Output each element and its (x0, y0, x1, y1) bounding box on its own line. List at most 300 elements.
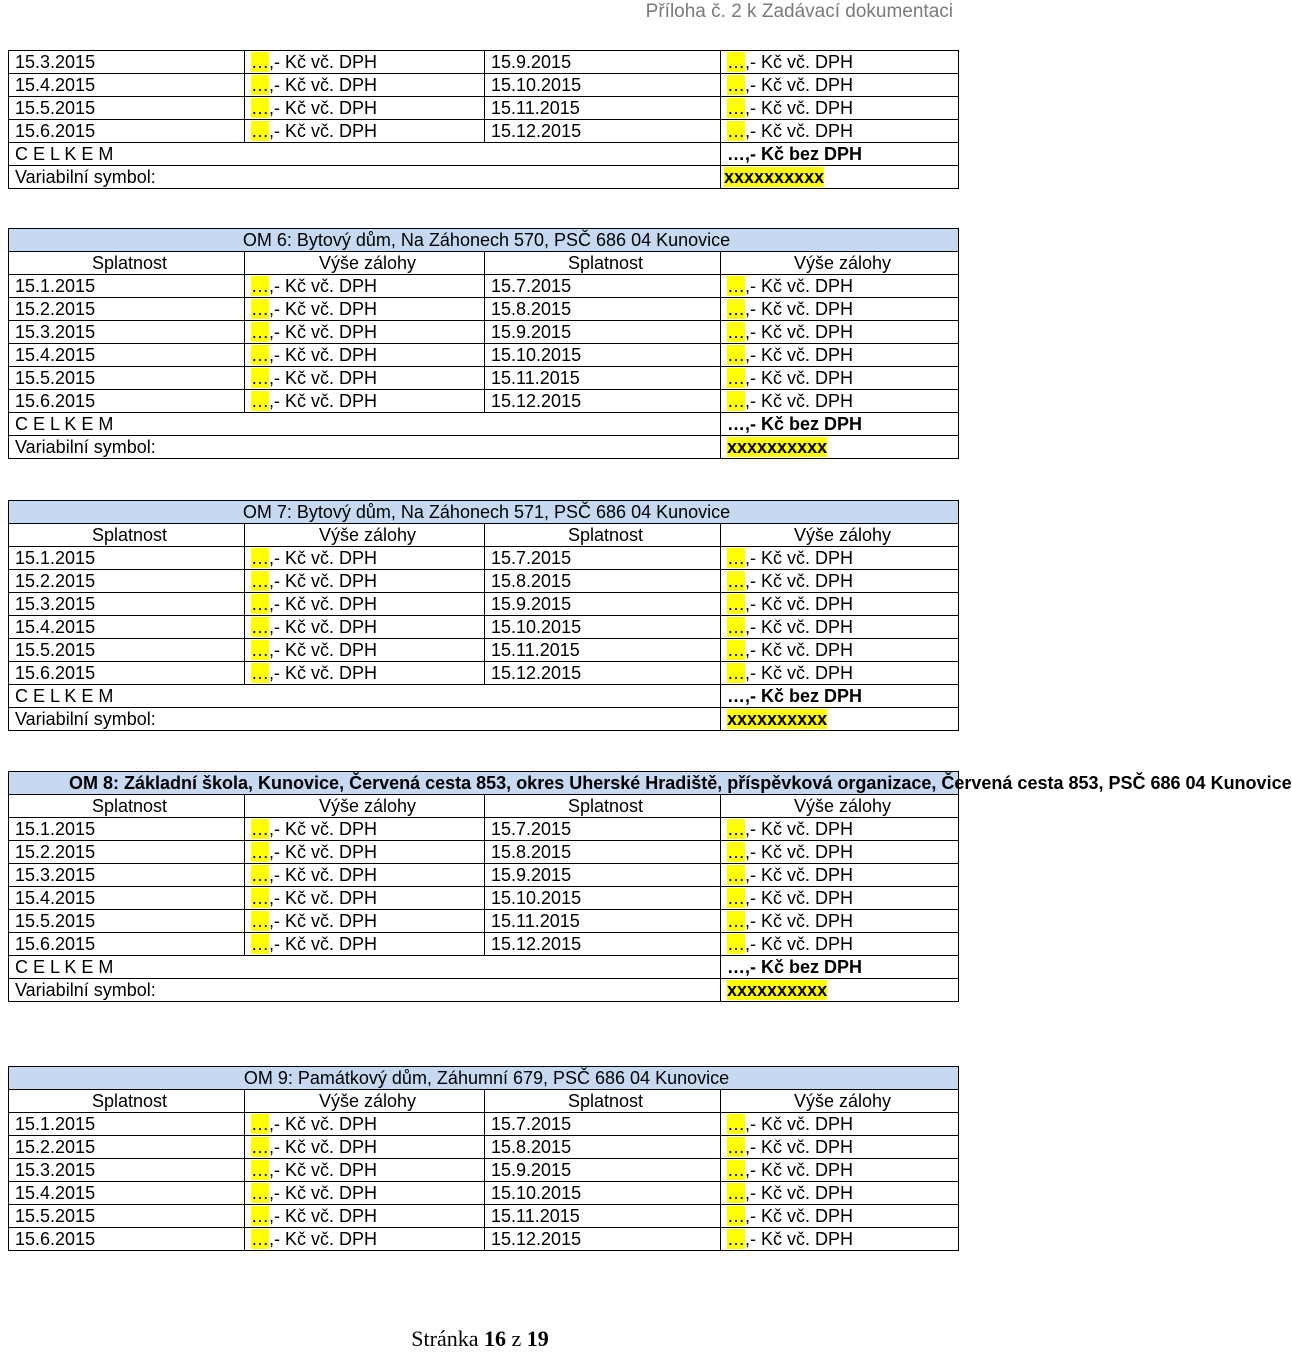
amount-placeholder: … (251, 1229, 269, 1249)
col-splatnost: Splatnost (485, 252, 721, 275)
due-date: 15.4.2015 (9, 344, 245, 367)
advance-amount (245, 818, 485, 841)
payment-row (9, 321, 959, 344)
due-date: 15.1.2015 (9, 1113, 245, 1136)
due-date: 15.9.2015 (485, 321, 721, 344)
due-date: 15.8.2015 (485, 298, 721, 321)
amount-placeholder: … (251, 640, 269, 660)
amount-placeholder: … (251, 276, 269, 296)
payment-row (9, 390, 959, 413)
col-splatnost: Splatnost (9, 795, 245, 818)
advance-amount (245, 344, 485, 367)
vs-label: Variabilní symbol: (9, 708, 721, 731)
table-title-row (9, 1067, 959, 1090)
advance-amount (245, 120, 485, 143)
total-label: C E L K E M (9, 143, 721, 166)
due-date: 15.3.2015 (9, 321, 245, 344)
col-splatnost: Splatnost (9, 252, 245, 275)
amount-placeholder: … (251, 911, 269, 931)
table-body (9, 1113, 959, 1251)
advance-amount (245, 1113, 485, 1136)
amount-text: ,- Kč vč. DPH (269, 98, 378, 118)
advance-amount (721, 1113, 959, 1136)
col-vyse: Výše zálohy (721, 795, 959, 818)
amount-text: ,- Kč vč. DPH (745, 368, 854, 388)
advance-amount (245, 97, 485, 120)
advance-amount (721, 1159, 959, 1182)
amount-text: ,- Kč vč. DPH (269, 1114, 378, 1134)
om6-table (8, 228, 959, 459)
amount-text: ,- Kč vč. DPH (269, 663, 378, 683)
amount-text: ,- Kč vč. DPH (269, 888, 378, 908)
column-header-row (9, 524, 959, 547)
col-splatnost: Splatnost (485, 524, 721, 547)
table-title: OM 9: Památkový dům, Záhumní 679, PSČ 686 04 Kunovice (9, 1067, 959, 1090)
amount-placeholder: … (727, 1160, 745, 1180)
amount-placeholder: … (251, 1160, 269, 1180)
col-vyse: Výše zálohy (245, 252, 485, 275)
col-vyse: Výše zálohy (721, 252, 959, 275)
payment-row (9, 275, 959, 298)
amount-text: ,- Kč vč. DPH (745, 1160, 854, 1180)
payment-row (9, 97, 959, 120)
amount-placeholder: … (727, 75, 745, 95)
amount-placeholder: … (727, 888, 745, 908)
amount-text: ,- Kč vč. DPH (745, 640, 854, 660)
total-label: C E L K E M (9, 413, 721, 436)
due-date: 15.9.2015 (485, 1159, 721, 1182)
amount-placeholder: … (727, 1114, 745, 1134)
total-label: C E L K E M (9, 956, 721, 979)
payment-row (9, 616, 959, 639)
advance-amount (721, 1228, 959, 1251)
amount-text: ,- Kč vč. DPH (269, 276, 378, 296)
advance-amount (245, 1228, 485, 1251)
amount-text: ,- Kč vč. DPH (269, 865, 378, 885)
amount-text: ,- Kč vč. DPH (269, 1229, 378, 1249)
advance-amount (245, 887, 485, 910)
due-date: 15.5.2015 (9, 367, 245, 390)
advance-amount (721, 910, 959, 933)
amount-text: ,- Kč vč. DPH (745, 617, 854, 637)
footer-sep: z (511, 1326, 522, 1351)
amount-placeholder: … (727, 391, 745, 411)
advance-amount (245, 910, 485, 933)
amount-text: ,- Kč vč. DPH (269, 1160, 378, 1180)
om9-table (8, 1066, 959, 1251)
amount-text: ,- Kč vč. DPH (745, 98, 854, 118)
advance-amount (721, 298, 959, 321)
advance-amount (721, 570, 959, 593)
amount-placeholder: … (727, 548, 745, 568)
table-title: OM 7: Bytový dům, Na Záhonech 571, PSČ 686 04 Kunovice (9, 501, 959, 524)
due-date: 15.5.2015 (9, 910, 245, 933)
amount-placeholder: … (251, 663, 269, 683)
due-date: 15.6.2015 (9, 1228, 245, 1251)
amount-placeholder: … (251, 819, 269, 839)
amount-placeholder: … (251, 322, 269, 342)
payment-row (9, 1205, 959, 1228)
advance-amount (721, 367, 959, 390)
total-row (9, 413, 959, 436)
amount-text: ,- Kč vč. DPH (745, 75, 854, 95)
payment-row (9, 1159, 959, 1182)
amount-placeholder: … (251, 121, 269, 141)
column-header-row (9, 795, 959, 818)
due-date: 15.2.2015 (9, 570, 245, 593)
amount-placeholder: … (251, 888, 269, 908)
due-date: 15.11.2015 (485, 1205, 721, 1228)
advance-amount (245, 298, 485, 321)
vs-label: Variabilní symbol: (9, 979, 721, 1002)
col-vyse: Výše zálohy (245, 1090, 485, 1113)
due-date: 15.3.2015 (9, 51, 245, 74)
amount-text: ,- Kč vč. DPH (745, 934, 854, 954)
payment-row (9, 1182, 959, 1205)
payment-row (9, 818, 959, 841)
advance-amount (721, 275, 959, 298)
due-date: 15.12.2015 (485, 390, 721, 413)
table-body (9, 275, 959, 413)
payment-row (9, 864, 959, 887)
advance-amount (721, 1136, 959, 1159)
amount-text: ,- Kč vč. DPH (269, 594, 378, 614)
amount-text: ,- Kč vč. DPH (269, 1206, 378, 1226)
vs-value: xxxxxxxxxx (724, 167, 825, 187)
footer-page: 16 (483, 1326, 506, 1351)
amount-placeholder: … (727, 345, 745, 365)
payment-row (9, 910, 959, 933)
payment-row (9, 662, 959, 685)
advance-amount (721, 864, 959, 887)
amount-placeholder: … (251, 345, 269, 365)
om5-continuation-table (8, 50, 959, 189)
due-date: 15.5.2015 (9, 1205, 245, 1228)
table-body (9, 51, 959, 143)
due-date: 15.7.2015 (485, 818, 721, 841)
amount-text: ,- Kč vč. DPH (269, 52, 378, 72)
advance-amount (245, 570, 485, 593)
amount-text: ,- Kč vč. DPH (269, 299, 378, 319)
amount-text: ,- Kč vč. DPH (745, 888, 854, 908)
amount-text: ,- Kč vč. DPH (745, 52, 854, 72)
table-footer (9, 143, 959, 189)
vs-row (9, 166, 959, 189)
amount-placeholder: … (251, 617, 269, 637)
due-date: 15.12.2015 (485, 933, 721, 956)
amount-placeholder: … (251, 842, 269, 862)
amount-text: ,- Kč vč. DPH (269, 640, 378, 660)
amount-text: ,- Kč vč. DPH (269, 1183, 378, 1203)
amount-placeholder: … (727, 617, 745, 637)
total-row (9, 685, 959, 708)
amount-placeholder: … (727, 819, 745, 839)
due-date: 15.12.2015 (485, 1228, 721, 1251)
amount-placeholder: … (251, 98, 269, 118)
due-date: 15.10.2015 (485, 74, 721, 97)
amount-text: ,- Kč vč. DPH (269, 368, 378, 388)
amount-placeholder: … (727, 571, 745, 591)
page-footer (0, 1326, 960, 1352)
amount-text: ,- Kč vč. DPH (269, 571, 378, 591)
advance-amount (721, 120, 959, 143)
col-splatnost: Splatnost (9, 1090, 245, 1113)
vs-row (9, 979, 959, 1002)
due-date: 15.9.2015 (485, 864, 721, 887)
vs-value: xxxxxxxxxx (727, 437, 828, 457)
payment-row (9, 593, 959, 616)
due-date: 15.4.2015 (9, 887, 245, 910)
payment-row (9, 887, 959, 910)
vs-row (9, 708, 959, 731)
payment-row (9, 1113, 959, 1136)
amount-placeholder: … (251, 1206, 269, 1226)
due-date: 15.10.2015 (485, 1182, 721, 1205)
due-date: 15.1.2015 (9, 547, 245, 570)
advance-amount (721, 321, 959, 344)
advance-amount (245, 933, 485, 956)
advance-amount (721, 51, 959, 74)
amount-text: ,- Kč vč. DPH (745, 121, 854, 141)
amount-text: ,- Kč vč. DPH (745, 571, 854, 591)
vs-value: xxxxxxxxxx (727, 980, 828, 1000)
due-date: 15.4.2015 (9, 1182, 245, 1205)
amount-placeholder: … (251, 299, 269, 319)
payment-row (9, 51, 959, 74)
due-date: 15.7.2015 (485, 547, 721, 570)
due-date: 15.2.2015 (9, 298, 245, 321)
advance-amount (245, 321, 485, 344)
amount-placeholder: … (251, 594, 269, 614)
amount-placeholder: … (727, 368, 745, 388)
amount-text: ,- Kč vč. DPH (745, 1137, 854, 1157)
advance-amount (245, 593, 485, 616)
amount-placeholder: … (251, 52, 269, 72)
advance-amount (245, 367, 485, 390)
advance-amount (721, 818, 959, 841)
advance-amount (721, 344, 959, 367)
amount-placeholder: … (251, 1183, 269, 1203)
due-date: 15.8.2015 (485, 1136, 721, 1159)
amount-text: ,- Kč vč. DPH (269, 934, 378, 954)
amount-placeholder: … (251, 368, 269, 388)
advance-amount (245, 390, 485, 413)
advance-amount (721, 616, 959, 639)
payment-row (9, 367, 959, 390)
due-date: 15.6.2015 (9, 662, 245, 685)
advance-amount (245, 841, 485, 864)
amount-text: ,- Kč vč. DPH (745, 911, 854, 931)
vs-label: Variabilní symbol: (9, 436, 721, 459)
advance-amount (245, 1136, 485, 1159)
amount-text: ,- Kč vč. DPH (745, 1114, 854, 1134)
amount-text: ,- Kč vč. DPH (745, 1183, 854, 1203)
amount-text: ,- Kč vč. DPH (745, 322, 854, 342)
col-splatnost: Splatnost (485, 1090, 721, 1113)
table-title-row (9, 501, 959, 524)
total-value: …,- Kč bez DPH (721, 685, 959, 708)
col-splatnost: Splatnost (9, 524, 245, 547)
payment-row (9, 841, 959, 864)
om8-table (8, 771, 1292, 1002)
due-date: 15.12.2015 (485, 662, 721, 685)
advance-amount (245, 547, 485, 570)
amount-text: ,- Kč vč. DPH (269, 819, 378, 839)
amount-placeholder: … (251, 1137, 269, 1157)
table-title-row (9, 229, 959, 252)
footer-total: 19 (526, 1326, 549, 1351)
amount-text: ,- Kč vč. DPH (745, 345, 854, 365)
amount-text: ,- Kč vč. DPH (269, 322, 378, 342)
col-vyse: Výše zálohy (245, 795, 485, 818)
amount-text: ,- Kč vč. DPH (745, 1206, 854, 1226)
payment-row (9, 933, 959, 956)
amount-text: ,- Kč vč. DPH (745, 548, 854, 568)
amount-placeholder: … (251, 1114, 269, 1134)
advance-amount (721, 74, 959, 97)
amount-text: ,- Kč vč. DPH (745, 842, 854, 862)
om7-table (8, 500, 959, 731)
amount-placeholder: … (727, 1137, 745, 1157)
amount-text: ,- Kč vč. DPH (269, 121, 378, 141)
amount-placeholder: … (251, 391, 269, 411)
advance-amount (245, 51, 485, 74)
amount-placeholder: … (727, 865, 745, 885)
amount-placeholder: … (727, 663, 745, 683)
advance-amount (721, 593, 959, 616)
table-title: OM 6: Bytový dům, Na Záhonech 570, PSČ 686 04 Kunovice (9, 229, 959, 252)
advance-amount (245, 74, 485, 97)
amount-placeholder: … (727, 934, 745, 954)
advance-amount (245, 1182, 485, 1205)
table-body (9, 547, 959, 685)
advance-amount (721, 662, 959, 685)
total-value: …,- Kč bez DPH (721, 413, 959, 436)
amount-text: ,- Kč vč. DPH (745, 819, 854, 839)
amount-text: ,- Kč vč. DPH (745, 594, 854, 614)
amount-placeholder: … (251, 934, 269, 954)
due-date: 15.8.2015 (485, 570, 721, 593)
due-date: 15.7.2015 (485, 275, 721, 298)
amount-text: ,- Kč vč. DPH (269, 548, 378, 568)
amount-placeholder: … (727, 594, 745, 614)
total-row (9, 143, 959, 166)
total-value: …,- Kč bez DPH (721, 956, 959, 979)
advance-amount (721, 933, 959, 956)
advance-amount (245, 275, 485, 298)
due-date: 15.8.2015 (485, 841, 721, 864)
col-vyse: Výše zálohy (245, 524, 485, 547)
advance-amount (245, 1205, 485, 1228)
table-title: OM 8: Základní škola, Kunovice, Červená cesta 853, okres Uherské Hradiště, příspěvková organizace, Červená cesta 853, PSČ 686 04 Kunovice (9, 772, 959, 795)
due-date: 15.10.2015 (485, 344, 721, 367)
advance-amount (245, 1159, 485, 1182)
col-splatnost: Splatnost (485, 795, 721, 818)
vs-row (9, 436, 959, 459)
amount-placeholder: … (727, 1183, 745, 1203)
amount-text: ,- Kč vč. DPH (269, 1137, 378, 1157)
amount-text: ,- Kč vč. DPH (269, 911, 378, 931)
advance-amount (721, 1182, 959, 1205)
advance-amount (721, 639, 959, 662)
due-date: 15.6.2015 (9, 933, 245, 956)
amount-placeholder: … (727, 911, 745, 931)
advance-amount (721, 390, 959, 413)
due-date: 15.3.2015 (9, 864, 245, 887)
amount-placeholder: … (727, 299, 745, 319)
due-date: 15.9.2015 (485, 51, 721, 74)
total-row (9, 956, 959, 979)
amount-placeholder: … (727, 842, 745, 862)
due-date: 15.5.2015 (9, 639, 245, 662)
advance-amount (721, 97, 959, 120)
page-header-note: Příloha č. 2 k Zadávací dokumentaci (645, 1, 953, 22)
due-date: 15.9.2015 (485, 593, 721, 616)
amount-text: ,- Kč vč. DPH (745, 865, 854, 885)
amount-placeholder: … (727, 1229, 745, 1249)
amount-text: ,- Kč vč. DPH (269, 75, 378, 95)
amount-placeholder: … (251, 571, 269, 591)
due-date: 15.12.2015 (485, 120, 721, 143)
table-title-row (9, 772, 959, 795)
payment-row (9, 547, 959, 570)
advance-amount (721, 547, 959, 570)
due-date: 15.10.2015 (485, 616, 721, 639)
advance-amount (245, 662, 485, 685)
due-date: 15.6.2015 (9, 390, 245, 413)
amount-placeholder: … (727, 98, 745, 118)
payment-row (9, 120, 959, 143)
vs-label: Variabilní symbol: (9, 166, 721, 189)
due-date: 15.5.2015 (9, 97, 245, 120)
amount-text: ,- Kč vč. DPH (745, 391, 854, 411)
due-date: 15.1.2015 (9, 275, 245, 298)
column-header-row (9, 252, 959, 275)
amount-placeholder: … (727, 1206, 745, 1226)
column-header-row (9, 1090, 959, 1113)
advance-amount (721, 1205, 959, 1228)
advance-amount (721, 841, 959, 864)
advance-amount (721, 887, 959, 910)
due-date: 15.11.2015 (485, 910, 721, 933)
payment-row (9, 74, 959, 97)
vs-value: xxxxxxxxxx (727, 709, 828, 729)
due-date: 15.2.2015 (9, 841, 245, 864)
due-date: 15.4.2015 (9, 74, 245, 97)
payment-row (9, 570, 959, 593)
amount-text: ,- Kč vč. DPH (745, 299, 854, 319)
due-date: 15.1.2015 (9, 818, 245, 841)
due-date: 15.3.2015 (9, 593, 245, 616)
amount-placeholder: … (727, 52, 745, 72)
amount-text: ,- Kč vč. DPH (745, 663, 854, 683)
due-date: 15.11.2015 (485, 97, 721, 120)
amount-text: ,- Kč vč. DPH (269, 391, 378, 411)
total-value: …,- Kč bez DPH (721, 143, 959, 166)
col-vyse: Výše zálohy (721, 1090, 959, 1113)
payment-row (9, 1136, 959, 1159)
amount-placeholder: … (251, 75, 269, 95)
due-date: 15.10.2015 (485, 887, 721, 910)
amount-text: ,- Kč vč. DPH (269, 617, 378, 637)
advance-amount (245, 616, 485, 639)
due-date: 15.3.2015 (9, 1159, 245, 1182)
amount-placeholder: … (727, 276, 745, 296)
payment-row (9, 344, 959, 367)
advance-amount (245, 639, 485, 662)
amount-placeholder: … (727, 640, 745, 660)
amount-placeholder: … (251, 865, 269, 885)
